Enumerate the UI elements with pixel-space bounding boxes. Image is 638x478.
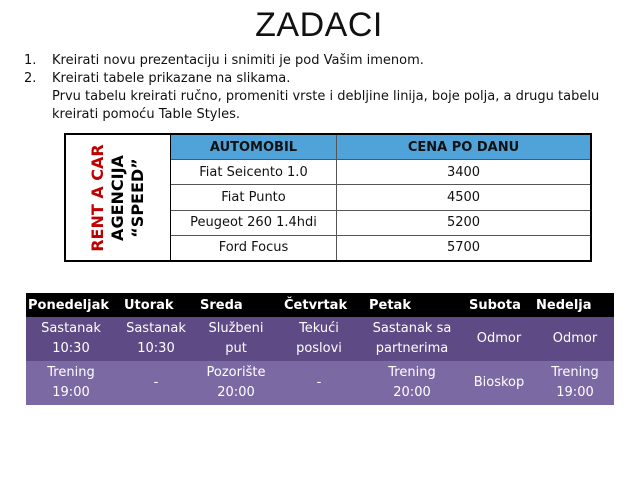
car-price-grid: [171, 135, 590, 260]
car-rental-table: [64, 133, 592, 262]
schedule-cell: Bioskop: [473, 375, 525, 390]
table-row: [26, 361, 614, 405]
car-cell: Fiat Seicento 1.0: [171, 160, 337, 184]
table-header-row: [26, 293, 614, 317]
table-row: [26, 317, 614, 361]
table-row: [171, 185, 590, 210]
column-header: CENA PO DANU: [407, 139, 520, 155]
column-header: Subota: [469, 297, 521, 313]
schedule-cell: Trening 19:00: [551, 365, 599, 400]
schedule-cell: -: [316, 375, 322, 390]
table-header-row: [171, 135, 590, 160]
agency-label-line: AGENCIJA: [108, 154, 127, 241]
schedule-cell: Tekući poslovi: [296, 321, 342, 356]
table-row: [171, 236, 590, 260]
agency-label: [88, 144, 148, 252]
table-row: [171, 160, 590, 185]
task-item: [24, 70, 624, 88]
price-cell: 3400: [446, 164, 481, 180]
schedule-cell: -: [153, 375, 159, 390]
column-header: AUTOMOBIL: [171, 135, 337, 159]
slide-title: ZADACI: [255, 6, 383, 44]
car-cell: Ford Focus: [171, 236, 337, 260]
column-header: Nedelja: [536, 297, 592, 313]
column-header: Ponedeljak: [28, 297, 109, 313]
weekly-schedule-table: [26, 293, 614, 405]
car-cell: Fiat Punto: [171, 185, 337, 209]
task-text: Kreirati tabele prikazane na slikama.: [52, 71, 291, 86]
price-cell: 4500: [446, 190, 481, 205]
schedule-cell: Odmor: [476, 331, 522, 346]
agency-label-line: “SPEED”: [128, 157, 147, 238]
car-cell: Peugeot 260 1.4hdi: [171, 211, 337, 235]
column-header: Sreda: [200, 297, 243, 313]
column-header: Petak: [369, 297, 411, 313]
column-header: Četvrtak: [284, 297, 348, 313]
schedule-cell: Sastanak sa partnerima: [372, 321, 452, 356]
table-row: [171, 211, 590, 236]
schedule-cell: Sastanak 10:30: [126, 321, 186, 356]
task-number: 2.: [24, 71, 37, 86]
schedule-cell: Sastanak 10:30: [41, 321, 101, 356]
price-cell: 5700: [446, 240, 481, 256]
schedule-cell: Odmor: [552, 331, 598, 346]
task-continuation: Prvu tabelu kreirati ručno, promeniti vrste i debljine linija, boje polja, a drugu tabelu: [52, 89, 600, 104]
schedule-cell: Trening 20:00: [388, 365, 436, 400]
schedule-cell: Pozorište 20:00: [206, 365, 266, 400]
price-cell: 5200: [446, 215, 481, 231]
column-header: Utorak: [124, 297, 174, 313]
schedule-cell: Trening 19:00: [47, 365, 95, 400]
task-text: Kreirati novu prezentaciju i snimiti je pod Vašim imenom.: [52, 53, 424, 68]
task-item: [24, 52, 624, 70]
schedule-cell: Službeni put: [208, 321, 264, 356]
agency-label-cell: [66, 135, 171, 260]
task-continuation: kreirati pomoću Table Styles.: [52, 107, 240, 122]
task-list: [24, 52, 624, 124]
agency-label-line: RENT A CAR: [88, 143, 107, 252]
task-number: 1.: [24, 53, 37, 68]
